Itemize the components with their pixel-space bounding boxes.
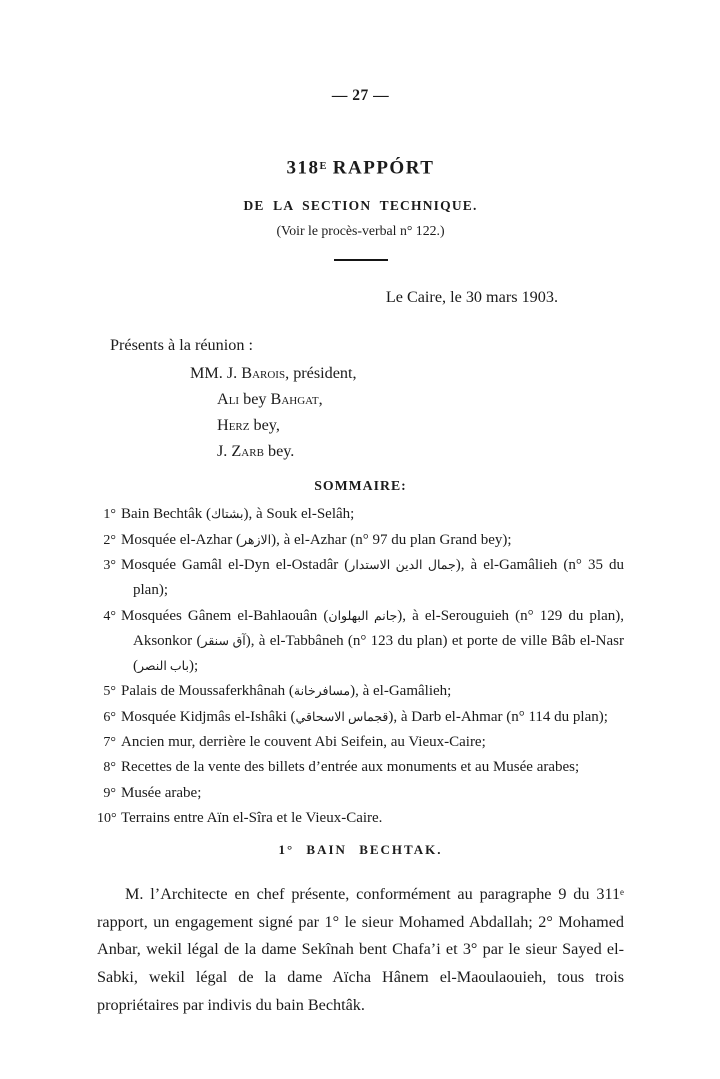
section-heading: 1° BAIN BECHTAK. bbox=[278, 842, 443, 858]
proces-verbal-reference: (Voir le procès-verbal n° 122.) bbox=[276, 222, 445, 238]
report-title bbox=[97, 155, 624, 181]
item-text: Bain Bechtâk ( bbox=[121, 506, 211, 523]
sommaire-item bbox=[97, 679, 624, 704]
item-text: ), à el-Tabbâneh (n° 123 du plan) et porte de ville Bâb el-Nasr ( bbox=[133, 632, 624, 675]
item-number: 5° bbox=[103, 684, 116, 700]
dateline: Le Caire, le 30 mars 1903. bbox=[385, 288, 558, 307]
arabic-text: بشتاك bbox=[210, 507, 244, 522]
sommaire-item bbox=[97, 553, 624, 604]
item-number: 7° bbox=[103, 735, 116, 751]
item-text: Palais de Moussaferkhânah ( bbox=[121, 683, 294, 700]
attendee-text: bey bbox=[239, 389, 271, 408]
item-number: 10° bbox=[97, 810, 117, 826]
attendee-row bbox=[97, 361, 624, 387]
sommaire-heading: SOMMAIRE: bbox=[314, 478, 407, 494]
item-text: Ancien mur, derrière le couvent Abi Seifein, au Vieux-Caire; bbox=[121, 734, 486, 751]
attendee-text: bey. bbox=[263, 441, 295, 460]
attendee-text: bey, bbox=[249, 415, 280, 434]
report-subtitle: DE LA SECTION TECHNIQUE. bbox=[243, 197, 478, 213]
attendee-text: , bbox=[318, 389, 323, 408]
item-text: Musée arabe; bbox=[121, 784, 202, 801]
item-number: 4° bbox=[103, 608, 116, 624]
attendee-name: Zarb bbox=[231, 441, 264, 460]
item-text: ), à el-Gamâlieh; bbox=[350, 683, 452, 700]
arabic-text: قجماس الاسحاقي bbox=[295, 709, 389, 724]
report-title-number: 318 bbox=[286, 157, 320, 179]
sommaire-item bbox=[97, 755, 624, 780]
item-text: ), à Souk el-Selâh; bbox=[243, 506, 355, 523]
attendee-name: Herz bbox=[217, 415, 250, 434]
attendee-name: Barois bbox=[241, 364, 286, 383]
attendee-row bbox=[97, 413, 624, 439]
sommaire-item bbox=[97, 806, 624, 831]
paragraph-text: rapport, un engagement signé par 1° le sieur Mohamed Abdallah; 2° Mohamed Anbar, wekil légal de la dame Sekînah bent Chafa’i et 3° par le sieur Sayed el-Sabki, wekil légal de la dame Aïcha Hânem el-Maoulaouieh, tous trois propriétaires par indivis du bain Bechtâk. bbox=[97, 912, 624, 1014]
arabic-text: باب النصر bbox=[138, 659, 189, 674]
attendees-intro: Présents à la réunion : bbox=[110, 336, 253, 355]
paragraph-text: M. l’Architecte en chef présente, conformément au paragraphe 9 du 311 bbox=[125, 885, 621, 904]
item-text: ); bbox=[188, 658, 199, 675]
item-number: 3° bbox=[103, 557, 116, 573]
item-number: 9° bbox=[103, 785, 116, 801]
item-number: 8° bbox=[103, 760, 116, 776]
report-title-ordinal-superscript: E bbox=[319, 161, 327, 172]
arabic-text: آق سنقر bbox=[201, 633, 246, 648]
attendee-row bbox=[97, 387, 624, 413]
item-text: Recettes de la vente des billets d’entrée aux monuments et au Musée arabes; bbox=[121, 759, 580, 776]
item-text: ), à el-Azhar (n° 97 du plan Grand bey); bbox=[271, 531, 512, 548]
item-text: ), à Darb el-Ahmar (n° 114 du plan); bbox=[388, 708, 608, 725]
item-text: Mosquée Kidjmâs el-Ishâki ( bbox=[121, 708, 296, 725]
attendee-name: Bahgat bbox=[270, 389, 319, 408]
item-text: Terrains entre Aïn el-Sîra et le Vieux-Caire. bbox=[121, 809, 383, 826]
attendee-row bbox=[97, 439, 624, 465]
ordinal-superscript: e bbox=[620, 887, 624, 898]
arabic-text: جانم البهلوان bbox=[328, 608, 398, 623]
sommaire-item bbox=[97, 604, 624, 680]
attendees-list bbox=[97, 361, 624, 464]
item-number: 2° bbox=[103, 532, 116, 548]
sommaire-item bbox=[97, 730, 624, 755]
body-paragraph bbox=[97, 879, 624, 1019]
sommaire-item bbox=[97, 502, 624, 527]
page-number: — 27 — bbox=[331, 87, 390, 104]
sommaire-item bbox=[97, 705, 624, 730]
report-title-word: RAPPÓRT bbox=[326, 157, 435, 179]
item-text: ), à el-Gamâlieh (n° 35 du plan); bbox=[133, 556, 624, 599]
attendee-text: MM. J. bbox=[190, 364, 242, 383]
arabic-text: مسافرخانة bbox=[293, 684, 351, 699]
arabic-text: الازهر bbox=[240, 532, 272, 547]
item-text: Mosquées Gânem el-Bahlaouân ( bbox=[121, 607, 329, 624]
divider-rule bbox=[334, 259, 388, 262]
attendee-name: Ali bbox=[217, 389, 240, 408]
arabic-text: جمال الدين الاستدار bbox=[349, 557, 456, 572]
item-text: ), à el-Serouguieh (n° 129 du plan), Aksonkor ( bbox=[133, 607, 624, 649]
sommaire-item bbox=[97, 781, 624, 806]
item-text: Mosquée Gamâl el-Dyn el-Ostadâr ( bbox=[121, 556, 350, 573]
item-number: 1° bbox=[103, 507, 116, 523]
item-number: 6° bbox=[103, 709, 116, 725]
sommaire-item bbox=[97, 528, 624, 553]
attendee-text: J. bbox=[217, 441, 232, 460]
attendee-text: , président, bbox=[285, 364, 357, 383]
item-text: Mosquée el-Azhar ( bbox=[121, 531, 241, 548]
sommaire-list bbox=[97, 502, 624, 831]
